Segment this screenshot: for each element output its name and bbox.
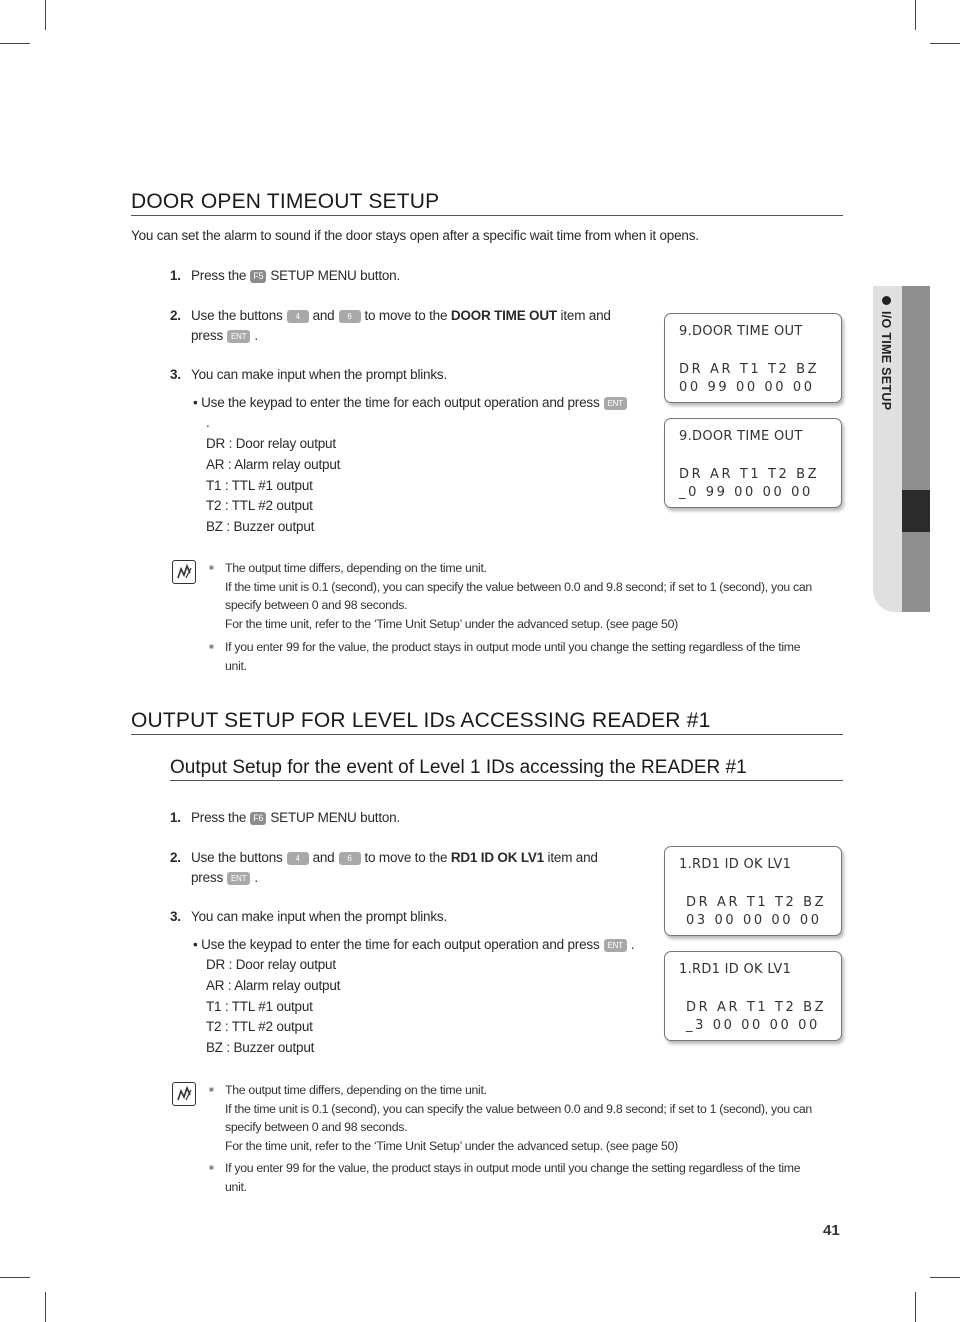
bullet-instruction: • Use the keypad to enter the time for each output operation and press ENT . (193, 937, 635, 952)
side-tab-label: I/O TIME SETUP (879, 296, 893, 410)
step-1: 1. Press the F6 SETUP MENU button. (170, 810, 401, 825)
side-tab-marker (902, 490, 930, 532)
crop-mark (0, 43, 30, 44)
crop-mark (930, 43, 960, 44)
step-3: 3. You can make input when the prompt blinks. (170, 909, 448, 924)
step-3: 3. You can make input when the prompt blinks. (170, 367, 448, 382)
key-6-icon: 6 (339, 310, 361, 323)
side-tab-strip (902, 286, 930, 612)
note-block: ■ The output time differs, depending on the time unit. If the time unit is 0.1 (second), you can specify the value between 0.0 and 9.8 second; if set to 1 (second), you can specify between 0 and 98 seconds. For the time unit, refer to the ‘Time Unit Setup’ under the advanced setup. (see page 50) (209, 1083, 812, 1153)
f5-key-icon: F5 (250, 270, 266, 283)
note-pencil-icon (172, 1082, 196, 1106)
ent-key-icon: ENT (604, 397, 627, 410)
lcd-display: 1.RD1 ID OK LV1 DR AR T1 T2 BZ _3 00 00 00 00 (664, 951, 842, 1041)
key-4-icon: 4 (287, 852, 309, 865)
section-title-door-timeout: DOOR OPEN TIMEOUT SETUP (131, 190, 843, 216)
section-intro: You can set the alarm to sound if the door stays open after a specific wait time from when it opens. (131, 228, 699, 243)
lcd-display: 9.DOOR TIME OUT DR AR T1 T2 BZ _0 99 00 00 00 (664, 418, 842, 508)
f6-key-icon: F6 (250, 812, 266, 825)
section-subtitle: Output Setup for the event of Level 1 IDs accessing the READER #1 (170, 757, 843, 781)
step-2: 2. Use the buttons 4 and 6 to move to the RD1 ID OK LV1 item and press ENT . (170, 850, 598, 885)
crop-mark (930, 1277, 960, 1278)
key-4-icon: 4 (287, 310, 309, 323)
output-definitions: DR : Door relay output AR : Alarm relay output T1 : TTL #1 output T2 : TTL #2 output BZ : Buzzer output (206, 436, 341, 535)
step-1: 1. Press the F5 SETUP MENU button. (170, 268, 401, 283)
step-2: 2. Use the buttons 4 and 6 to move to the DOOR TIME OUT item and press ENT . (170, 308, 611, 343)
section-title-output-setup: OUTPUT SETUP FOR LEVEL IDs ACCESSING READER #1 (131, 709, 843, 735)
bullet-dot-icon (882, 296, 891, 305)
crop-mark (45, 1292, 46, 1322)
bullet-instruction: • Use the keypad to enter the time for each output operation and press ENT . (193, 393, 653, 433)
lcd-display: 1.RD1 ID OK LV1 DR AR T1 T2 BZ 03 00 00 00 00 (664, 846, 842, 936)
lcd-display: 9.DOOR TIME OUT DR AR T1 T2 BZ 00 99 00 00 00 (664, 313, 842, 403)
note-block: ■ The output time differs, depending on the time unit. If the time unit is 0.1 (second), you can specify the value between 0.0 and 9.8 second; if set to 1 (second), you can specify between 0 and 98 seconds. For the time unit, refer to the ‘Time Unit Setup’ under the advanced setup. (see page 50) (209, 561, 812, 631)
ent-key-icon: ENT (227, 872, 250, 885)
crop-mark (0, 1277, 30, 1278)
note-block: ■ If you enter 99 for the value, the product stays in output mode until you change the setting regardless of the time unit. (209, 1161, 801, 1194)
crop-mark (45, 0, 46, 30)
key-6-icon: 6 (339, 852, 361, 865)
output-definitions: DR : Door relay output AR : Alarm relay output T1 : TTL #1 output T2 : TTL #2 output BZ : Buzzer output (206, 957, 341, 1056)
crop-mark (915, 1292, 916, 1322)
crop-mark (915, 0, 916, 30)
ent-key-icon: ENT (227, 330, 250, 343)
ent-key-icon: ENT (604, 939, 627, 952)
note-block: ■ If you enter 99 for the value, the product stays in output mode until you change the setting regardless of the time unit. (209, 640, 801, 673)
note-pencil-icon (172, 560, 196, 584)
page-number: 41 (823, 1222, 840, 1239)
